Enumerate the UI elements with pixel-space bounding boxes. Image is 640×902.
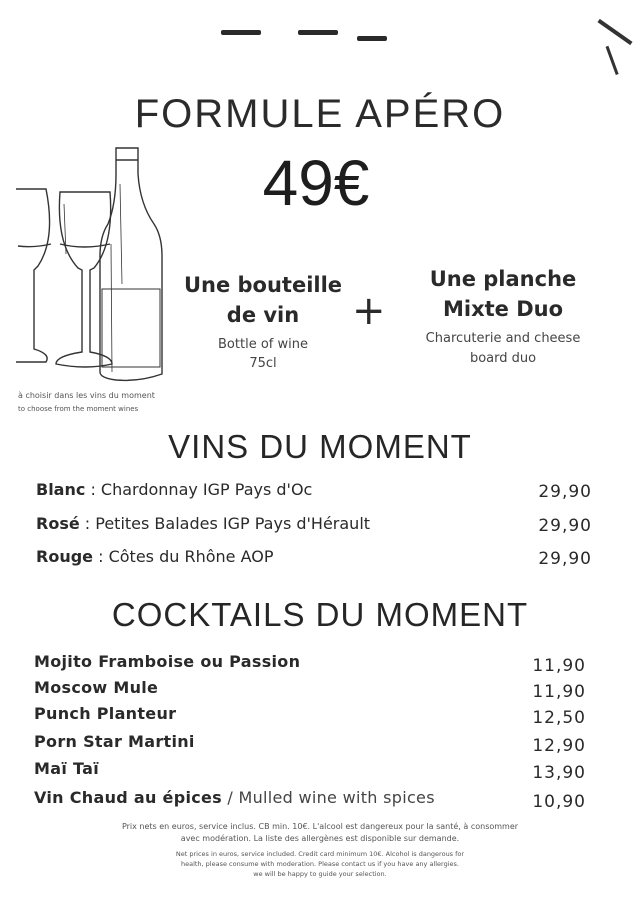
disclaimer-fr-2: avec modération. La liste des allergènes est disponible sur demande. <box>180 834 460 843</box>
cocktail-price: 13,90 <box>532 763 586 783</box>
cocktail-name <box>34 759 99 778</box>
formula-price: 49€ <box>262 147 370 219</box>
cocktail-row <box>34 788 586 812</box>
bottle-offer-title-2: de vin <box>226 303 300 327</box>
wine-row <box>36 514 592 538</box>
wine-type: Blanc <box>36 480 86 499</box>
wine-label <box>36 514 370 533</box>
cocktail-name-text: Mojito Framboise ou Passion <box>34 652 301 671</box>
cocktail-price: 12,50 <box>532 708 586 728</box>
wine-type: Rosé <box>36 514 80 533</box>
wine-price: 29,90 <box>538 549 592 569</box>
disclaimer-en-2: health, please consume with moderation. Please contact us if you have any allergies. <box>180 860 460 868</box>
disclaimer-en-1: Net prices in euros, service included. Credit card minimum 10€. Alcohol is dangerous for <box>175 850 465 858</box>
cocktail-row <box>34 759 586 783</box>
cocktail-name <box>34 732 195 751</box>
wine-label <box>36 480 312 499</box>
wine-price: 29,90 <box>538 516 592 536</box>
plus-sign: + <box>352 288 386 334</box>
cocktail-name-alt: / Mulled wine with spices <box>222 788 435 807</box>
cocktail-row <box>34 678 586 702</box>
selection-note-fr: à choisir dans les vins du moment <box>18 391 155 400</box>
wine-label <box>36 547 273 566</box>
cocktail-name-text: Moscow Mule <box>34 678 159 697</box>
wine-name: : Côtes du Rhône AOP <box>93 547 274 566</box>
board-offer-title-1: Une planche <box>429 267 577 291</box>
cocktail-name <box>34 704 176 723</box>
cocktail-price: 11,90 <box>532 656 586 676</box>
scan-mark <box>221 30 261 35</box>
cocktail-name-text: Maï Taï <box>34 759 100 778</box>
cocktail-price: 10,90 <box>532 792 586 812</box>
cocktail-price: 12,90 <box>532 736 586 756</box>
disclaimer-fr-1: Prix nets en euros, service inclus. CB min. 10€. L'alcool est dangereux pour la santé, à consommer <box>121 822 519 831</box>
cocktail-name-text: Vin Chaud au épices <box>34 788 222 807</box>
cocktail-row <box>34 732 586 756</box>
bottle-offer-title-1: Une bouteille <box>183 273 343 297</box>
wine-name: : Petites Balades IGP Pays d'Hérault <box>79 514 371 533</box>
cocktail-name <box>34 678 158 697</box>
wine-name: : Chardonnay IGP Pays d'Oc <box>85 480 313 499</box>
wines-section-title: VINS DU MOMENT <box>168 428 472 465</box>
wine-type: Rouge <box>36 547 94 566</box>
wine-price: 29,90 <box>538 482 592 502</box>
cocktail-row <box>34 652 586 676</box>
wine-row <box>36 547 592 571</box>
cocktail-name-text: Porn Star Martini <box>34 732 195 751</box>
bottle-offer-sub-2: 75cl <box>249 356 277 371</box>
cocktail-name <box>34 652 300 671</box>
wine-bottle-glasses-illustration <box>16 144 166 384</box>
bottle-offer-sub-1: Bottle of wine <box>218 337 308 352</box>
board-offer-sub-1: Charcuterie and cheese <box>425 331 581 346</box>
scan-mark <box>357 36 387 41</box>
board-offer-title-2: Mixte Duo <box>442 297 564 321</box>
cocktails-section-title: COCKTAILS DU MOMENT <box>111 596 529 633</box>
cocktail-row <box>34 704 586 728</box>
board-offer-sub-2: board duo <box>469 351 537 366</box>
disclaimer-en-3: we will be happy to guide your selection. <box>253 870 387 878</box>
wine-row <box>36 480 592 504</box>
cocktail-name-text: Punch Planteur <box>34 704 177 723</box>
selection-note-en: to choose from the moment wines <box>18 405 139 413</box>
scan-mark <box>298 30 338 35</box>
corner-scratch <box>606 39 638 75</box>
cocktail-name <box>34 788 435 807</box>
page-title: FORMULE APÉRO <box>134 92 506 136</box>
cocktail-price: 11,90 <box>532 682 586 702</box>
